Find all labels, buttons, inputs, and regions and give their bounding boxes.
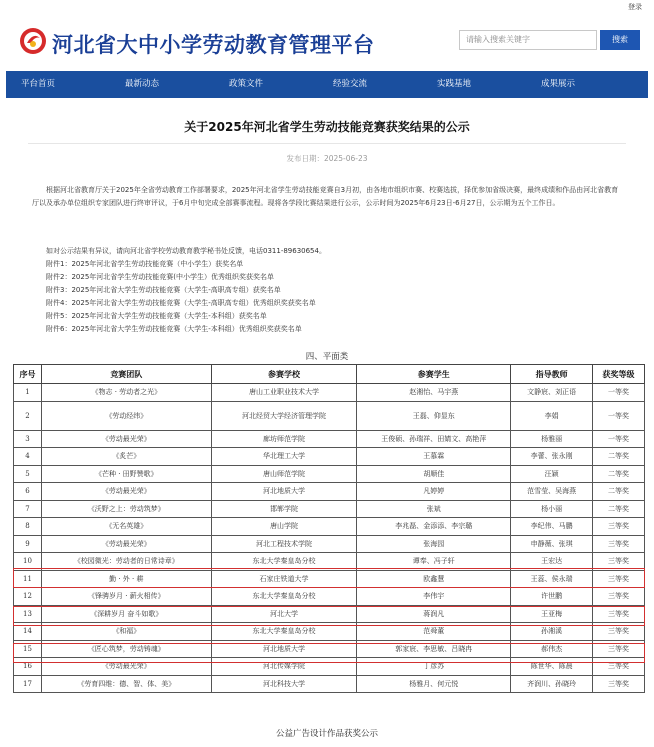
table-row <box>14 401 645 430</box>
table-cell: 华北理工大学 <box>211 448 357 466</box>
table-cell: 胡顺佳 <box>357 465 511 483</box>
site-title[interactable]: 河北省大中小学劳动教育管理平台 <box>52 33 375 57</box>
nav-item-experience[interactable]: 经验交流 <box>332 79 367 89</box>
table-row <box>14 605 645 623</box>
main-nav <box>6 71 648 98</box>
table-row <box>14 553 645 571</box>
table-row <box>14 640 645 658</box>
attachment-link[interactable]: 附件5：2025年河北省大学生劳动技能竞赛（大学生-本科组）获奖名单 <box>46 312 267 320</box>
table-cell: 《劳动最光荣》 <box>41 483 211 501</box>
table-cell: 1 <box>14 384 42 402</box>
table-cell: 王俊硕、孙瑞祥、田婧文、高艳萍 <box>357 430 511 448</box>
table-cell: 三等奖 <box>593 640 645 658</box>
table-cell: 8 <box>14 518 42 536</box>
table-cell: 李伟宇 <box>357 588 511 606</box>
table-cell: 12 <box>14 588 42 606</box>
table-cell: 《劳动经纬》 <box>41 401 211 430</box>
publish-date: 发布日期：2025-06-23 <box>286 154 368 163</box>
table-cell: 一等奖 <box>593 384 645 402</box>
table-row <box>14 500 645 518</box>
table-cell: 河北地质大学 <box>211 640 357 658</box>
table-cell: 王宏达 <box>511 553 593 571</box>
table-cell: 唐山工业职业技术大学 <box>211 384 357 402</box>
figure-caption: 公益广告设计作品获奖公示 <box>275 729 378 739</box>
table-cell: 5 <box>14 465 42 483</box>
table-cell: 三等奖 <box>593 570 645 588</box>
table-cell: 文静宸、刘正语 <box>511 384 593 402</box>
table-cell: 王磊、仰显东 <box>357 401 511 430</box>
table-row <box>14 570 645 588</box>
table-cell: 孙湘溪 <box>511 623 593 641</box>
table-cell: 东北大学秦皇岛分校 <box>211 553 357 571</box>
table-cell: 《沃野之上：劳动筑梦》 <box>41 500 211 518</box>
table-cell: 一等奖 <box>593 401 645 430</box>
nav-item-home[interactable]: 平台首页 <box>6 71 70 98</box>
table-cell: 勤 · 外 · 耕 <box>41 570 211 588</box>
table-cell: 张海园 <box>357 535 511 553</box>
table-cell: 二等奖 <box>593 448 645 466</box>
table-cell: 《劳动最光荣》 <box>41 658 211 676</box>
table-cell: 2 <box>14 401 42 430</box>
attachment-link[interactable]: 附件2：2025年河北省学生劳动技能竞赛(中小学生）优秀组织奖获奖名单 <box>46 273 274 281</box>
table-cell: 齐润川、孙晓玲 <box>511 675 593 693</box>
table-header-row <box>14 365 645 384</box>
section-title: 四、平面类 <box>305 352 349 362</box>
table-row <box>14 465 645 483</box>
table-cell: 郭家宸、李思敏、吕晓冉 <box>357 640 511 658</box>
awards-table <box>13 364 645 693</box>
table-cell: 17 <box>14 675 42 693</box>
col-header: 序号 <box>14 365 42 384</box>
table-row <box>14 588 645 606</box>
table-cell: 三等奖 <box>593 605 645 623</box>
table-cell: 东北大学秦皇岛分校 <box>211 623 357 641</box>
table-cell: 《锋骋岁月 · 薪火相传》 <box>41 588 211 606</box>
table-cell: 《匠心筑梦，劳动铸魂》 <box>41 640 211 658</box>
table-cell: 王蕊、侯永瑞 <box>511 570 593 588</box>
table-row <box>14 518 645 536</box>
table-cell: 《劳动最光荣》 <box>41 430 211 448</box>
table-cell: 三等奖 <box>593 553 645 571</box>
table-cell: 《劳育四维：德、智、体、美》 <box>41 675 211 693</box>
col-header: 参赛学校 <box>211 365 357 384</box>
table-cell: 13 <box>14 605 42 623</box>
table-cell: 《芒种 · 田野赞歌》 <box>41 465 211 483</box>
table-cell: 二等奖 <box>593 500 645 518</box>
table-cell: 《炙芒》 <box>41 448 211 466</box>
table-cell: 三等奖 <box>593 675 645 693</box>
table-cell: 7 <box>14 500 42 518</box>
article-title: 关于2025年河北省学生劳动技能竞赛获奖结果的公示 <box>184 120 470 134</box>
table-cell: 河北科技大学 <box>211 675 357 693</box>
table-cell: 3 <box>14 430 42 448</box>
table-cell: 二等奖 <box>593 465 645 483</box>
title-divider <box>28 143 626 144</box>
table-cell: 二等奖 <box>593 483 645 501</box>
table-row <box>14 430 645 448</box>
table-cell: 欧鑫慧 <box>357 570 511 588</box>
table-cell: 一等奖 <box>593 430 645 448</box>
table-cell: 15 <box>14 640 42 658</box>
table-row <box>14 623 645 641</box>
table-cell: 14 <box>14 623 42 641</box>
table-cell: 河北经贸大学经济管理学院 <box>211 401 357 430</box>
table-cell: 丁彦苏 <box>357 658 511 676</box>
site-logo-icon <box>18 26 48 56</box>
table-cell: 范舜董 <box>357 623 511 641</box>
table-cell: 三等奖 <box>593 623 645 641</box>
table-cell: 三等奖 <box>593 535 645 553</box>
table-cell: 张斌 <box>357 500 511 518</box>
col-header: 获奖等级 <box>593 365 645 384</box>
table-row <box>14 384 645 402</box>
attachment-link[interactable]: 附件1：2025年河北省学生劳动技能竞赛（中小学生）获奖名单 <box>46 260 244 268</box>
table-cell: 4 <box>14 448 42 466</box>
table-cell: 东北大学秦皇岛分校 <box>211 588 357 606</box>
table-cell: 申静薇、张琪 <box>511 535 593 553</box>
table-cell: 凡婷婷 <box>357 483 511 501</box>
table-cell: 16 <box>14 658 42 676</box>
table-cell: 《物志 · 劳动者之光》 <box>41 384 211 402</box>
table-row <box>14 658 645 676</box>
site-header <box>0 14 654 66</box>
table-cell: 李娟 <box>511 401 593 430</box>
table-cell: 王慕霖 <box>357 448 511 466</box>
table-cell: 10 <box>14 553 42 571</box>
table-cell: 王亚梅 <box>511 605 593 623</box>
table-row <box>14 535 645 553</box>
table-cell: 唐山学院 <box>211 518 357 536</box>
table-cell: 三等奖 <box>593 518 645 536</box>
table-cell: 李纪伟、马鹏 <box>511 518 593 536</box>
article-paragraph: 根据河北省教育厅关于2025年全省劳动教育工作部署要求，2025年河北省学生劳动技能竞赛自3月初，由各地市组织市赛、校赛选拔，择优参加省级决赛，最终成绩和作品由河北省教育厅以及承办单位组织专家团队进行终审评议，于6月中旬完成全部赛事流程。现将各学段比赛结果进行公示，公示时间为2025年6月23日-6月27日，公示期为五个工作日。 <box>32 186 619 207</box>
table-cell: 河北传媒学院 <box>211 658 357 676</box>
table-cell: 许世鹏 <box>511 588 593 606</box>
table-cell: 赵湘怡、马宇燕 <box>357 384 511 402</box>
table-cell: 谭奉、冯子轩 <box>357 553 511 571</box>
nav-item-policy[interactable]: 政策文件 <box>228 79 263 89</box>
table-cell: 范雪莹、吴海燕 <box>511 483 593 501</box>
search-button[interactable]: 搜索 <box>600 30 640 50</box>
table-cell: 11 <box>14 570 42 588</box>
table-cell: 杨雅丽 <box>511 430 593 448</box>
table-cell: 《和福》 <box>41 623 211 641</box>
table-cell: 杨小丽 <box>511 500 593 518</box>
col-header: 竞赛团队 <box>41 365 211 384</box>
nav-item-achievements[interactable]: 成果展示 <box>540 79 575 89</box>
table-cell: 唐山师范学院 <box>211 465 357 483</box>
table-cell: 李兆磊、金添添、李宗璐 <box>357 518 511 536</box>
col-header: 指导教师 <box>511 365 593 384</box>
table-cell: 9 <box>14 535 42 553</box>
table-cell: 6 <box>14 483 42 501</box>
table-cell: 陈世华、陈晨 <box>511 658 593 676</box>
table-row <box>14 675 645 693</box>
table-cell: 石家庄铁道大学 <box>211 570 357 588</box>
table-cell: 郝伟杰 <box>511 640 593 658</box>
table-cell: 《劳动最光荣》 <box>41 535 211 553</box>
table-cell: 《深耕岁月 奋斗如歌》 <box>41 605 211 623</box>
table-cell: 河北工程技术学院 <box>211 535 357 553</box>
table-cell: 河北大学 <box>211 605 357 623</box>
table-cell: 《无名英雄》 <box>41 518 211 536</box>
attachment-link[interactable]: 附件3：2025年河北省大学生劳动技能竞赛（大学生-高职高专组）获奖名单 <box>46 286 281 294</box>
table-row <box>14 483 645 501</box>
table-cell: 汪颖 <box>511 465 593 483</box>
article-paragraph: 如对公示结果有异议，请向河北省学校劳动教育教学秘书处反馈，电话0311-89630654。 <box>46 247 326 255</box>
table-cell: 邯郸学院 <box>211 500 357 518</box>
table-cell: 三等奖 <box>593 588 645 606</box>
attachment-link[interactable]: 附件6：2025年河北省大学生劳动技能竞赛（大学生-本科组）优秀组织奖获奖名单 <box>46 325 302 333</box>
login-link[interactable]: 登录 <box>628 3 642 11</box>
col-header: 参赛学生 <box>357 365 511 384</box>
table-cell: 河北地质大学 <box>211 483 357 501</box>
table-cell: 李蕾、张永刚 <box>511 448 593 466</box>
table-row <box>14 448 645 466</box>
attachment-link[interactable]: 附件4：2025年河北省大学生劳动技能竞赛（大学生-高职高专组）优秀组织奖获奖名单 <box>46 299 316 307</box>
table-cell: 《校园微光：劳动者的日常诗章》 <box>41 553 211 571</box>
nav-item-base[interactable]: 实践基地 <box>436 79 471 89</box>
table-cell: 杨雅月、何元悦 <box>357 675 511 693</box>
table-cell: 三等奖 <box>593 658 645 676</box>
table-cell: 蒋润凡 <box>357 605 511 623</box>
search-input[interactable]: 请输入搜索关键字 <box>459 30 597 50</box>
nav-item-news[interactable]: 最新动态 <box>124 79 159 89</box>
table-cell: 廊坊师范学院 <box>211 430 357 448</box>
